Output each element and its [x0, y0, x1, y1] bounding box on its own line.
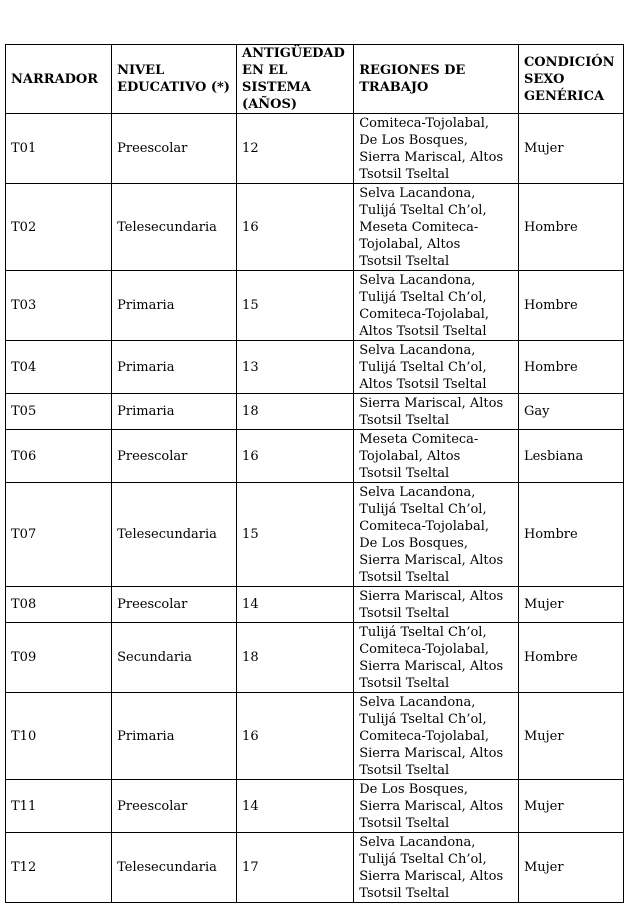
region-line: Comiteca-Tojolabal,	[359, 642, 489, 657]
cell-antiguedad: 15	[237, 271, 354, 341]
cell-narrador: T07	[6, 483, 112, 587]
region-line: Sierra Mariscal, Altos	[359, 659, 504, 674]
region-line: Comiteca-Tojolabal,	[359, 729, 489, 744]
region-line: Tsotsil Tseltal	[359, 763, 450, 778]
region-line: De Los Bosques,	[359, 133, 468, 148]
cell-regiones	[354, 394, 519, 430]
region-line: Tulijá Tseltal Ch’ol,	[359, 360, 487, 375]
region-line: Meseta Comiteca-	[359, 220, 479, 235]
cell-regiones	[354, 341, 519, 394]
cell-antiguedad: 16	[237, 693, 354, 780]
cell-nivel: Primaria	[112, 394, 237, 430]
cell-antiguedad: 14	[237, 587, 354, 623]
region-line: Tsotsil Tseltal	[359, 413, 450, 428]
cell-nivel: Telesecundaria	[112, 184, 237, 271]
table-row	[6, 693, 624, 780]
region-line: Tsotsil Tseltal	[359, 676, 450, 691]
region-line: Tulijá Tseltal Ch’ol,	[359, 712, 487, 727]
cell-regiones	[354, 271, 519, 341]
region-line: Sierra Mariscal, Altos	[359, 589, 504, 604]
table-row	[6, 833, 624, 903]
cell-narrador: T10	[6, 693, 112, 780]
cell-nivel: Primaria	[112, 341, 237, 394]
region-line: Tsotsil Tseltal	[359, 570, 450, 585]
cell-regiones	[354, 780, 519, 833]
cell-condicion: Hombre	[518, 483, 623, 587]
cell-nivel: Telesecundaria	[112, 833, 237, 903]
narrators-table	[5, 44, 624, 903]
cell-regiones	[354, 114, 519, 184]
header-regiones: REGIONES DE TRABAJO	[354, 45, 519, 114]
cell-narrador: T03	[6, 271, 112, 341]
region-line: Tsotsil Tseltal	[359, 466, 450, 481]
region-line: Sierra Mariscal, Altos	[359, 396, 504, 411]
cell-antiguedad: 18	[237, 623, 354, 693]
table-row	[6, 114, 624, 184]
region-line: Comiteca-Tojolabal,	[359, 307, 489, 322]
cell-antiguedad: 14	[237, 780, 354, 833]
header-nivel: NIVEL EDUCATIVO (*)	[112, 45, 237, 114]
cell-nivel: Secundaria	[112, 623, 237, 693]
region-line: Tojolabal, Altos	[359, 237, 461, 252]
cell-condicion: Mujer	[518, 114, 623, 184]
table-row	[6, 483, 624, 587]
region-line: Selva Lacandona,	[359, 485, 476, 500]
cell-nivel: Telesecundaria	[112, 483, 237, 587]
cell-condicion: Mujer	[518, 693, 623, 780]
cell-condicion: Mujer	[518, 587, 623, 623]
region-line: Altos Tsotsil Tseltal	[359, 377, 487, 392]
table-row	[6, 587, 624, 623]
region-line: Comiteca-Tojolabal,	[359, 116, 489, 131]
region-line: Tulijá Tseltal Ch’ol,	[359, 203, 487, 218]
region-line: Selva Lacandona,	[359, 835, 476, 850]
cell-condicion: Mujer	[518, 780, 623, 833]
cell-nivel: Preescolar	[112, 114, 237, 184]
region-line: Sierra Mariscal, Altos	[359, 799, 504, 814]
table-row	[6, 780, 624, 833]
cell-nivel: Primaria	[112, 271, 237, 341]
cell-nivel: Preescolar	[112, 430, 237, 483]
cell-narrador: T09	[6, 623, 112, 693]
table-row	[6, 341, 624, 394]
region-line: Tulijá Tseltal Ch’ol,	[359, 502, 487, 517]
region-line: Tsotsil Tseltal	[359, 816, 450, 831]
cell-regiones	[354, 623, 519, 693]
cell-nivel: Primaria	[112, 693, 237, 780]
cell-narrador: T11	[6, 780, 112, 833]
cell-antiguedad: 12	[237, 114, 354, 184]
region-line: De Los Bosques,	[359, 782, 468, 797]
cell-narrador: T06	[6, 430, 112, 483]
cell-regiones	[354, 833, 519, 903]
cell-regiones	[354, 693, 519, 780]
cell-antiguedad: 17	[237, 833, 354, 903]
region-line: Tsotsil Tseltal	[359, 254, 450, 269]
region-line: Comiteca-Tojolabal,	[359, 519, 489, 534]
region-line: Tulijá Tseltal Ch’ol,	[359, 290, 487, 305]
header-antiguedad: ANTIGÜEDAD EN EL SISTEMA (AÑOS)	[237, 45, 354, 114]
region-line: Altos Tsotsil Tseltal	[359, 324, 487, 339]
header-row	[6, 45, 624, 114]
cell-antiguedad: 18	[237, 394, 354, 430]
table-row	[6, 184, 624, 271]
cell-regiones	[354, 430, 519, 483]
table-row	[6, 430, 624, 483]
cell-regiones	[354, 587, 519, 623]
region-line: Sierra Mariscal, Altos	[359, 553, 504, 568]
cell-narrador: T08	[6, 587, 112, 623]
region-line: De Los Bosques,	[359, 536, 468, 551]
cell-antiguedad: 13	[237, 341, 354, 394]
cell-antiguedad: 15	[237, 483, 354, 587]
region-line: Tsotsil Tseltal	[359, 886, 450, 901]
cell-antiguedad: 16	[237, 184, 354, 271]
cell-regiones	[354, 483, 519, 587]
table-row	[6, 394, 624, 430]
region-line: Selva Lacandona,	[359, 343, 476, 358]
cell-condicion: Mujer	[518, 833, 623, 903]
region-line: Tulijá Tseltal Ch’ol,	[359, 625, 487, 640]
table-body	[6, 114, 624, 903]
cell-nivel: Preescolar	[112, 780, 237, 833]
cell-condicion: Hombre	[518, 341, 623, 394]
region-line: Sierra Mariscal, Altos	[359, 869, 504, 884]
header-narrador: NARRADOR	[6, 45, 112, 114]
cell-nivel: Preescolar	[112, 587, 237, 623]
cell-antiguedad: 16	[237, 430, 354, 483]
region-line: Sierra Mariscal, Altos	[359, 746, 504, 761]
cell-narrador: T04	[6, 341, 112, 394]
region-line: Selva Lacandona,	[359, 186, 476, 201]
cell-condicion: Hombre	[518, 623, 623, 693]
region-line: Selva Lacandona,	[359, 273, 476, 288]
cell-narrador: T02	[6, 184, 112, 271]
region-line: Sierra Mariscal, Altos	[359, 150, 504, 165]
region-line: Tulijá Tseltal Ch’ol,	[359, 852, 487, 867]
region-line: Meseta Comiteca-	[359, 432, 479, 447]
region-line: Tsotsil Tseltal	[359, 606, 450, 621]
cell-narrador: T12	[6, 833, 112, 903]
header-condicion: CONDICIÓN SEXO GENÉRICA	[518, 45, 623, 114]
table-row	[6, 271, 624, 341]
region-line: Tsotsil Tseltal	[359, 167, 450, 182]
cell-narrador: T05	[6, 394, 112, 430]
region-line: Selva Lacandona,	[359, 695, 476, 710]
region-line: Tojolabal, Altos	[359, 449, 461, 464]
cell-narrador: T01	[6, 114, 112, 184]
cell-regiones	[354, 184, 519, 271]
cell-condicion: Gay	[518, 394, 623, 430]
cell-condicion: Lesbiana	[518, 430, 623, 483]
table-row	[6, 623, 624, 693]
cell-condicion: Hombre	[518, 271, 623, 341]
cell-condicion: Hombre	[518, 184, 623, 271]
